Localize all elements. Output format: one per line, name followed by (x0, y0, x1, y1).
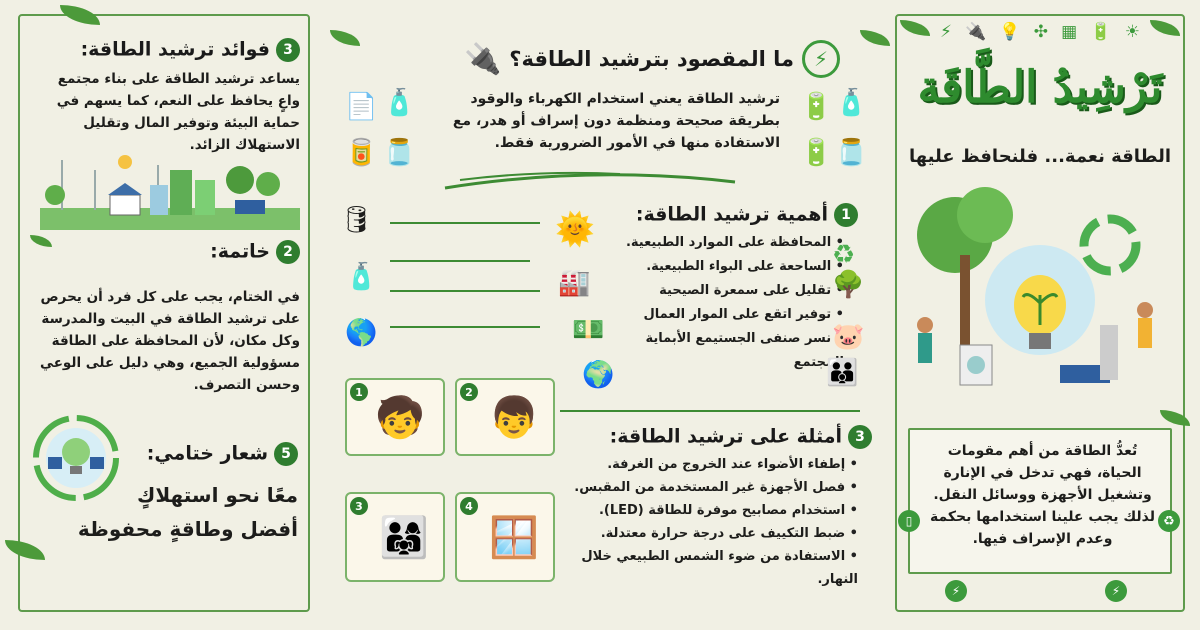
main-subtitle: الطاقة نعمة... فلنحافظ عليها (908, 146, 1172, 167)
section-number: 1 (834, 203, 858, 227)
card-number: 1 (350, 383, 368, 401)
list-item: • نسر صنفى الجستيمع الأبماية المجتمع (600, 327, 844, 375)
oil-pump-icon: 🛢 (340, 205, 374, 235)
bolt-badge-icon: ⚡ (945, 580, 967, 602)
arrow-right (390, 326, 540, 328)
swoosh-divider (440, 160, 740, 195)
energy-cycle-icon: ⚡ (802, 40, 840, 78)
sun-leaf-icon: 🌞 (555, 210, 595, 248)
bottles-icon: 🧴 (345, 262, 378, 292)
list-item: • المحافظة على الموارد الطبيعية. (600, 231, 844, 255)
example-card-led (345, 492, 445, 582)
battery-icon: 🔋 (1090, 22, 1112, 42)
wind-turbine-icon: ✣ (1033, 22, 1048, 42)
list-item: • ضبط التكييف على درجة حرارة معتدلة. (560, 522, 858, 545)
bottle-icon: 🧴 (383, 88, 416, 118)
section-number: 3 (276, 38, 300, 62)
list-item: • الاستفادة من ضوء الشمس الطبيعي خلال النهار. (560, 545, 858, 591)
slogan-heading: شعار ختامي: (146, 442, 268, 465)
can-icon: 🥫 (345, 138, 378, 168)
arrow-right (390, 260, 530, 262)
section-number: 2 (276, 240, 300, 264)
energy-jar-icon: 🫙 (835, 138, 868, 168)
card-number: 4 (460, 497, 478, 515)
card-number: 2 (460, 383, 478, 401)
list-item: • تقليل على سمعرة الصيحية (600, 279, 844, 303)
info-box-text: تُعدُّ الطاقة من أهم مقومات الحياة، فهي تدخل في الإنارة وتشغيل الأجهزة ووسائل النقل. لذلك يجب علينا استخدامها بحكمة وعدم الإسراف فيها. (929, 443, 1156, 547)
list-item: • فصل الأجهزة غير المستخدمة من المقبس. (560, 476, 858, 499)
earth-hands-small-icon: 🌎 (345, 318, 378, 348)
section-number: 3 (848, 425, 872, 449)
arrow-left (390, 222, 540, 224)
slogan-line-1: معًا نحو استهلاكٍ (137, 483, 298, 507)
bulb-icon: 💡 (999, 22, 1021, 42)
conclusion-section (32, 240, 300, 396)
importance-section (600, 203, 858, 375)
importance-heading: أهمية ترشيد الطاقة: (635, 203, 828, 226)
plug-leaf-icon: 🔌 (463, 41, 502, 77)
definition-text: ترشيد الطاقة يعني استخدام الكهرباء والوقود بطريقة صحيحة ومنظمة دون إسراف أو هدر، مع الاستفادة منها في الأمور الضرورية فقط. (452, 91, 780, 151)
benefits-heading: فوائد ترشيد الطاقة: (80, 38, 270, 61)
paper-icon: 📄 (345, 92, 378, 122)
energy-tree-illustration (905, 185, 1175, 395)
people-icon: 👪 (826, 358, 859, 388)
recycle-badge-icon: ♻ (1158, 510, 1180, 532)
energy-cycle-icon: ⚡ (940, 22, 952, 42)
arrow-left (560, 410, 860, 412)
examples-heading: أمثلة على ترشيد الطاقة: (609, 425, 842, 448)
money-icon: 💵 (572, 315, 605, 345)
card-number: 3 (350, 497, 368, 515)
list-item: • استخدام مصابيح موفرة للطاقة (LED). (560, 499, 858, 522)
earth-hands-icon: 🌍 (582, 360, 615, 390)
solar-panel-icon: ▦ (1061, 22, 1078, 42)
green-battery-icon: 🔋 (800, 138, 833, 168)
example-card-unplug (455, 378, 555, 456)
jar-icon: 🫙 (383, 138, 416, 168)
cup-badge-icon: ▯ (898, 510, 920, 532)
plug-icon: 🔌 (965, 22, 987, 42)
energy-icons-row (940, 22, 1140, 42)
conclusion-heading: خاتمة: (210, 240, 270, 263)
definition-title-row (450, 40, 840, 78)
conclusion-text: في الختام، يجب على كل فرد أن يحرص على ترشيد الطاقة في البيت والمدرسة وكل مكان، لأن المحافظة على الطاقة مسؤولية الجميع، وهي دليل على الوعي وحسن التصرف. (40, 289, 300, 393)
battery-icon: 🔋 (800, 92, 833, 122)
benefits-text: يساعد ترشيد الطاقة على بناء مجتمع واعٍ يحافظ على النعم، كما يسهم في حماية البيئة وتوفير المال وتقليل الاستهلاك الزائد. (56, 71, 300, 153)
section-number: 5 (274, 442, 298, 466)
water-bottle-icon: 🧴 (835, 88, 868, 118)
boy-switch-icon: 🧒 (375, 395, 425, 441)
importance-list (600, 231, 844, 375)
benefits-section (32, 38, 300, 156)
arrow-right (390, 290, 540, 292)
slogan-line-2: أفضل وطاقةٍ محفوظة (77, 517, 298, 541)
definition-title: ما المقصود بترشيد الطاقة؟ (509, 47, 794, 71)
factory-crossed-icon: 🏭 (558, 268, 591, 298)
slogan-section (120, 442, 298, 466)
solar-sun-icon: ☀ (1124, 22, 1140, 42)
main-title: تَرْشِيدُ الطَّاقَة (917, 62, 1163, 113)
piggy-bank-icon: 🐷 (832, 322, 865, 352)
recycle-icon: ♻ (832, 240, 856, 270)
example-card-ac (455, 492, 555, 582)
window-sun-icon: 🪟 (489, 515, 539, 561)
examples-section (560, 425, 872, 591)
examples-list (560, 453, 858, 591)
list-item: • الساحعة على البواء الطبيعية. (600, 255, 844, 279)
tree-icon: 🌳 (832, 270, 865, 300)
family-bulb-icon: 👨‍👩‍👧 (379, 515, 429, 561)
slogan-text (40, 478, 298, 546)
green-city-illustration (40, 150, 300, 230)
list-item: • توفير اتقع على الموار العمال (600, 303, 844, 327)
boy-plug-icon: 👦 (489, 395, 539, 441)
list-item: • إطفاء الأضواء عند الخروج من الغرفة. (560, 453, 858, 476)
example-card-lights (345, 378, 445, 456)
bolt-badge-icon: ⚡ (1105, 580, 1127, 602)
